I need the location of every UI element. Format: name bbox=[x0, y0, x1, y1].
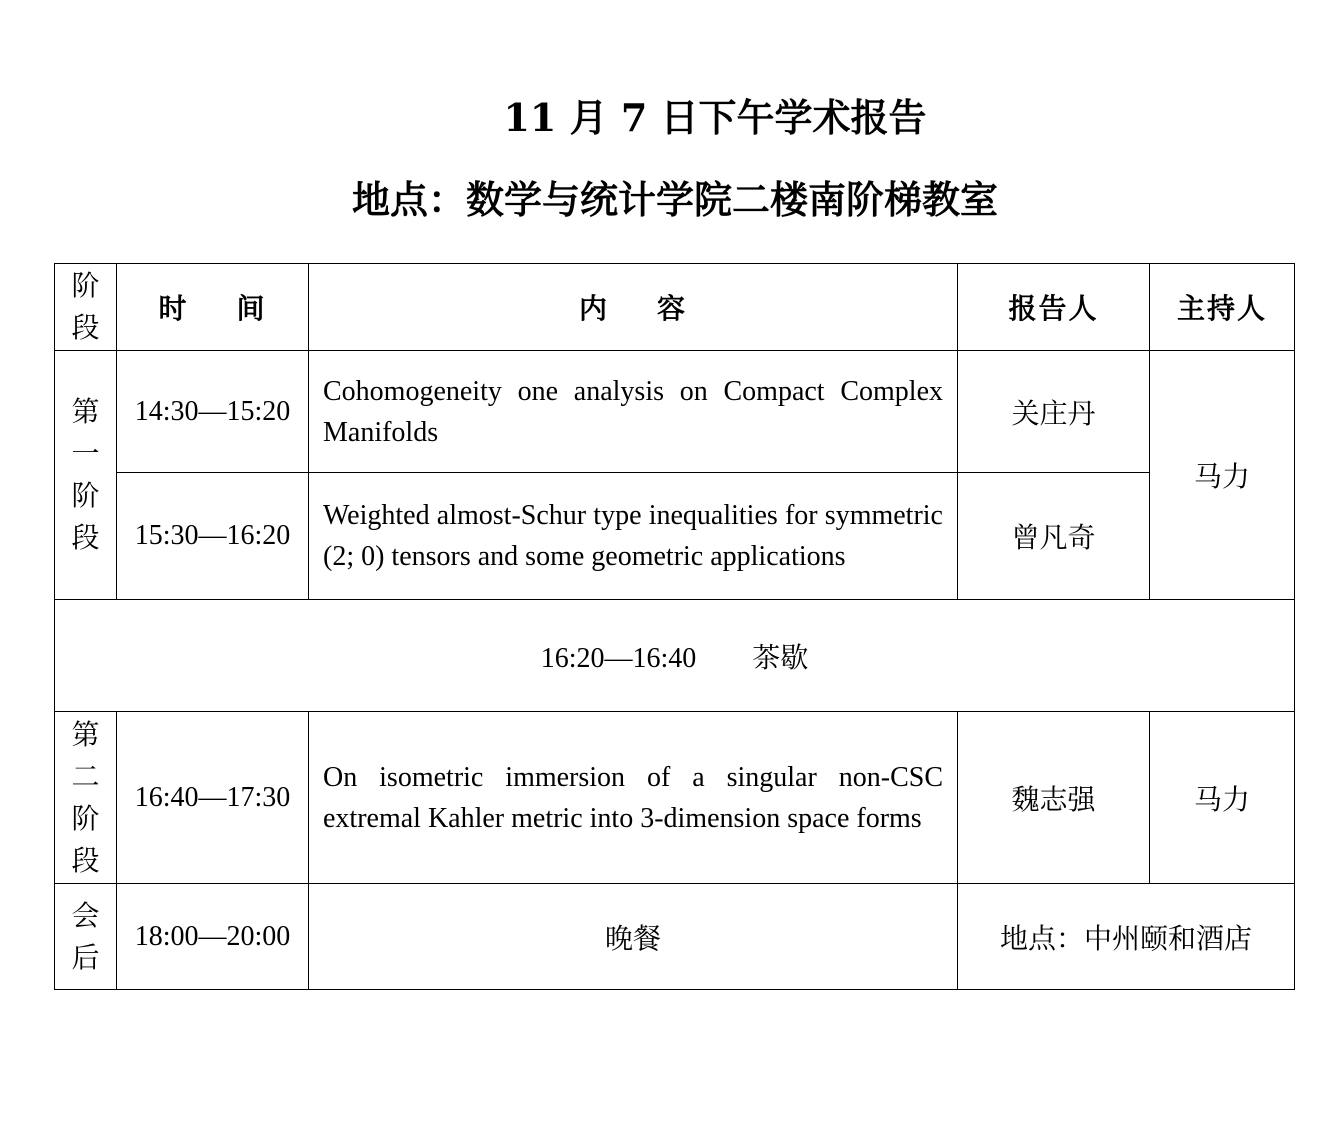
dinner-row bbox=[55, 884, 1295, 990]
header-content: 内 容 bbox=[309, 264, 958, 351]
table-row bbox=[55, 712, 1295, 884]
stage-two-host: 马力 bbox=[1150, 712, 1295, 884]
header-row bbox=[55, 264, 1295, 351]
table-row bbox=[55, 351, 1295, 473]
talk-time: 14:30—15:20 bbox=[117, 351, 309, 473]
talk-speaker: 魏志强 bbox=[958, 712, 1150, 884]
talk-time: 15:30—16:20 bbox=[117, 473, 309, 600]
talk-speaker: 曾凡奇 bbox=[958, 473, 1150, 600]
dinner-place: 地点：中州颐和酒店 bbox=[958, 884, 1295, 990]
talk-title: Cohomogeneity one analysis on Compact Complex Manifolds bbox=[309, 351, 958, 473]
dinner-time: 18:00—20:00 bbox=[117, 884, 309, 990]
header-host: 主持人 bbox=[1150, 264, 1295, 351]
tea-break-row bbox=[55, 600, 1295, 712]
tea-break: 16:20—16:40 茶歇 bbox=[55, 600, 1295, 712]
talk-time: 16:40—17:30 bbox=[117, 712, 309, 884]
header-speaker: 报告人 bbox=[958, 264, 1150, 351]
dinner-label: 晚餐 bbox=[309, 884, 958, 990]
talk-speaker: 关庄丹 bbox=[958, 351, 1150, 473]
stage-one-label: 第 一 阶 段 bbox=[55, 351, 117, 600]
header-time: 时 间 bbox=[117, 264, 309, 351]
stage-two-label: 第 二 阶 段 bbox=[55, 712, 117, 884]
header-stage: 阶 段 bbox=[55, 264, 117, 351]
stage-one-host: 马力 bbox=[1150, 351, 1295, 600]
schedule-table bbox=[54, 263, 1295, 990]
after-label: 会 后 bbox=[55, 884, 117, 990]
talk-title: On isometric immersion of a singular non-CSC extremal Kahler metric into 3-dimension space forms bbox=[309, 712, 958, 884]
table-row bbox=[55, 473, 1295, 600]
location-subtitle: 地点：数学与统计学院二楼南阶梯教室 bbox=[351, 177, 998, 222]
talk-title: Weighted almost-Schur type inequalities for symmetric (2; 0) tensors and some geometric applications bbox=[309, 473, 958, 600]
page-title: 11 月 7 日下午学术报告 bbox=[503, 95, 927, 140]
